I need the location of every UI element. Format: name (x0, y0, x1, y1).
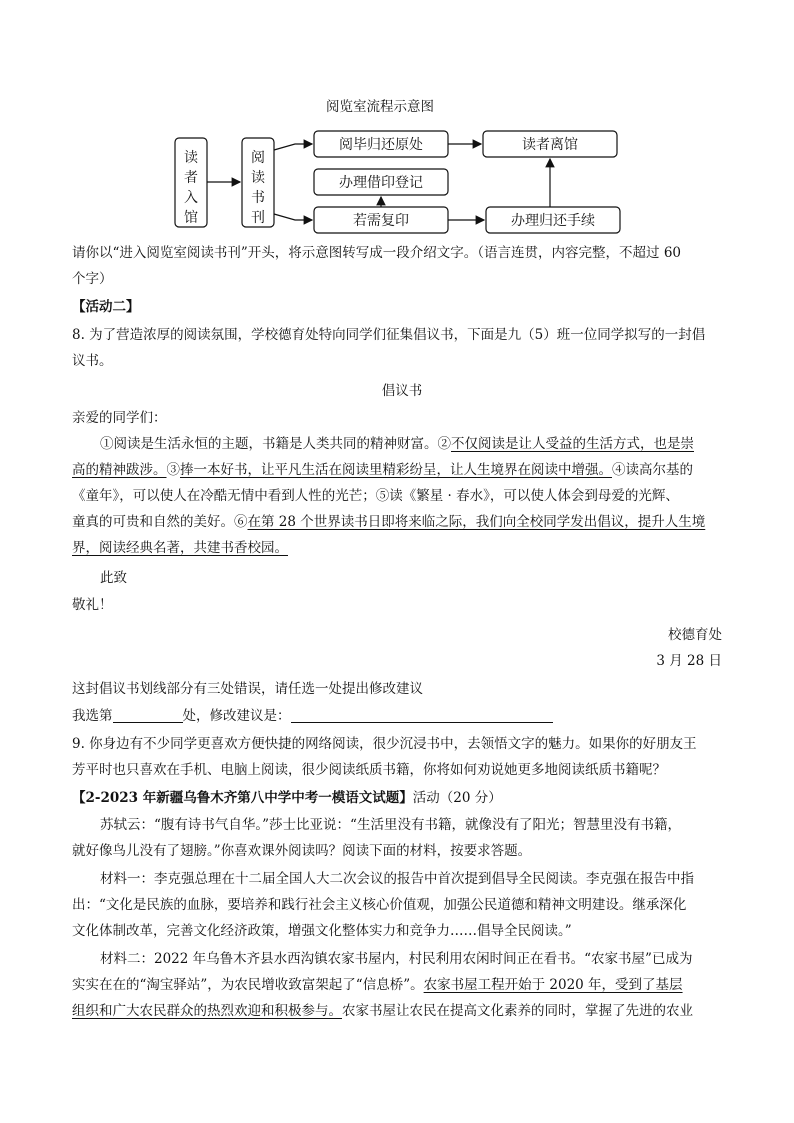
q9-text-line1: 9. 你身边有不少同学更喜欢方便快捷的网络阅读，很少沉浸书中，去领悟文字的魅力。如果你的好朋友王 (72, 736, 697, 752)
box-enter-label: 读者入馆 (184, 150, 198, 226)
material1-line1: 材料一：李克强总理在十二届全国人大二次会议的报告中首次提到倡导全民阅读。李克强在报告中指 (100, 871, 694, 887)
diagram-title: 阅览室流程示意图 (326, 99, 434, 115)
box-read-label: 阅读书刊 (251, 150, 265, 226)
answer-blank-choice[interactable] (113, 706, 183, 723)
q7-text-line2: 个字） (72, 271, 113, 287)
q9-text-line2: 芳平时也只喜欢在手机、电脑上阅读，很少阅读纸质书籍，你将如何劝说她更多地阅读纸质书籍呢？ (72, 762, 666, 778)
letter-para-line3: 《童年》，可以使人在冷酷无情中看到人性的光芒；⑤读《繁星 · 春水》，可以使人体会到母爱的光辉、 (72, 488, 679, 504)
letter-greeting: 亲爱的同学们： (72, 410, 167, 426)
section2-activity: 活动（20 分） (412, 790, 502, 806)
section2-heading: 【2-2023 年新疆乌鲁木齐第八中学中考一模语文试题】 (72, 790, 413, 806)
arrow-read-copy (274, 214, 312, 220)
material1-line3: 文化体制改革，完善文化经济政策，增强文化整体实力和竞争力……倡导全民阅读。” (72, 923, 572, 939)
q7-text-line1: 请你以“进入阅览室阅读书刊”开头，将示意图转写成一段介绍文字。（语言连贯，内容完整，不超过 60 (72, 245, 682, 261)
arrow-read-return (274, 144, 312, 150)
box-return-procedure-label: 办理归还手续 (511, 213, 595, 229)
letter-para-line5: 界，阅读经典名著，共建书香校园。 (72, 540, 288, 556)
reading-room-flowchart (0, 0, 794, 240)
letter-para-line4: 童真的可贵和自然的美好。⑥在第 28 个世界读书日即将来临之际，我们向全校同学发出倡议，提升人生境 (72, 514, 706, 530)
letter-closing-1: 此致 (100, 570, 127, 586)
material2-line1: 材料二：2022 年乌鲁木齐县水西沟镇农家书屋内，村民利用农闲时间正在看书。“农家书屋”已成为 (100, 951, 693, 967)
letter-closing-2: 敬礼！ (72, 597, 113, 613)
box-register-label: 办理借印登记 (339, 175, 423, 191)
material2-line3: 组织和广大农民群众的热烈欢迎和积极参与。农家书屋让农民在提高文化素养的同时，掌握了先进的农业 (72, 1003, 693, 1019)
box-leave-label: 读者离馆 (522, 137, 578, 153)
letter-para-line1: ①阅读是生活永恒的主题，书籍是人类共同的精神财富。②不仅阅读是让人受益的生活方式，也是崇 (100, 436, 694, 452)
box-return-original-label: 阅毕归还原处 (339, 137, 423, 153)
underlined-material-sentence: 农家书屋工程开始于 2020 年，受到了基层 (423, 977, 683, 993)
section2-heading-line (72, 785, 732, 811)
q8-task-line1: 这封倡议书划线部分有三处错误，请任选一处提出修改建议 (72, 681, 423, 697)
underlined-error-sentence-6: 在第 28 个世界读书日即将来临之际，我们向全校同学发出倡议，提升人生境 (247, 514, 706, 530)
material1-line2: 出：“文化是民族的血脉，要培养和践行社会主义核心价值观，加强公民道德和精神文明建设。继承深化 (72, 897, 687, 913)
letter-signature: 校德育处 (668, 627, 722, 643)
q8-text-line2: 议书。 (72, 353, 113, 369)
letter-para-line2: 高的精神跋涉。③捧一本好书，让平凡生活在阅读里精彩纷呈，让人生境界在阅读中增强。④读高尔基的 (72, 462, 693, 478)
underlined-error-sentence-3: 捧一本好书，让平凡生活在阅读里精彩纷呈，让人生境界在阅读中增强。 (180, 462, 612, 478)
section2-intro-line1: 苏轼云：“腹有诗书气自华。”莎士比亚说：“生活里没有书籍，就像没有了阳光；智慧里没有书籍， (100, 817, 681, 833)
section2-intro-line2: 就好像鸟儿没有了翅膀。”你喜欢课外阅读吗？阅读下面的材料，按要求答题。 (72, 843, 532, 859)
activity-two-heading: 【活动二】 (72, 299, 140, 315)
q8-task-answer-line: 我选第 处，修改建议是： (72, 703, 732, 729)
letter-title: 倡议书 (381, 383, 423, 399)
q8-text-line1: 8. 为了营造浓厚的阅读氛围，学校德育处特向同学们征集倡议书，下面是九（5）班一位同学拟写的一封倡 (72, 327, 706, 343)
material2-line2: 实实在在的“淘宝驿站”，为农民增收致富架起了“信息桥”。农家书屋工程开始于 2020 年，受到了基层 (72, 977, 683, 993)
answer-blank-suggestion[interactable] (291, 706, 553, 723)
underlined-error-sentence-2: 不仅阅读是让人受益的生活方式，也是崇 (451, 436, 694, 452)
box-copy-label: 若需复印 (353, 213, 409, 229)
letter-date: 3 月 28 日 (656, 653, 722, 669)
